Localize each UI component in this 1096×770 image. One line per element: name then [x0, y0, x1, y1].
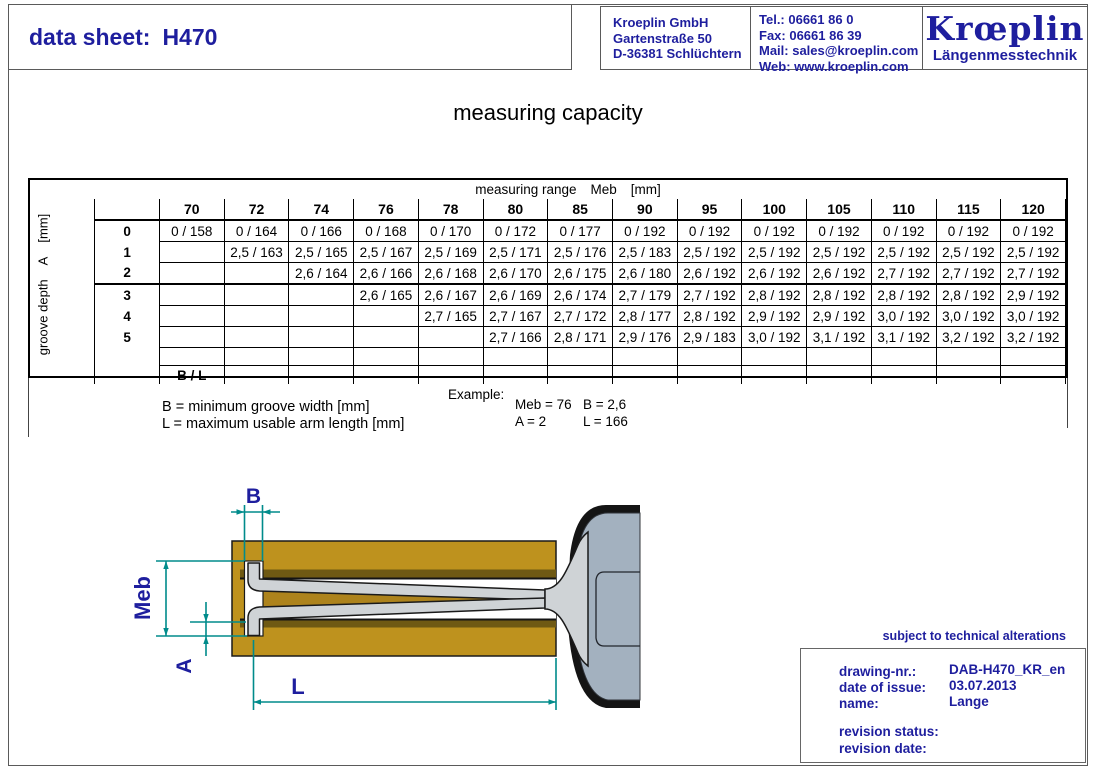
- table-cell: 2,6 / 168: [418, 263, 483, 285]
- table-cell: 2,5 / 192: [936, 242, 1001, 263]
- column-header: 78: [418, 199, 483, 220]
- column-header: 110: [871, 199, 936, 220]
- table-cell: [418, 327, 483, 348]
- axis-label-unit: [mm]: [35, 213, 51, 243]
- table-cell: 0 / 177: [548, 220, 613, 242]
- legend-line-l: L = maximum usable arm length [mm]: [162, 416, 405, 432]
- table-cell: [289, 327, 354, 348]
- table-cell: 2,6 / 169: [483, 284, 548, 306]
- page-title-model: H470: [162, 23, 218, 50]
- table-cell: 3,2 / 192: [1001, 327, 1066, 348]
- alterations-note: subject to technical alterations: [882, 629, 1066, 643]
- column-header: 76: [354, 199, 419, 220]
- table-cell: [159, 306, 224, 327]
- label-l: L: [291, 674, 305, 699]
- table-cell: 2,5 / 192: [1001, 242, 1066, 263]
- table-cell: 0 / 192: [677, 220, 742, 242]
- table-cell: [224, 284, 289, 306]
- table-cell: [289, 284, 354, 306]
- table-cell: 2,7 / 192: [871, 263, 936, 285]
- table-axis-label: [30, 205, 56, 375]
- table-cell: 0 / 170: [418, 220, 483, 242]
- table-cell: 0 / 172: [483, 220, 548, 242]
- table-cell: 2,5 / 192: [871, 242, 936, 263]
- table-cell: 2,6 / 175: [548, 263, 613, 285]
- legend: [162, 399, 404, 433]
- table-empty-row: [30, 348, 1066, 366]
- table-cell: [871, 366, 936, 385]
- table-cell: [742, 366, 807, 385]
- table-cell: 0 / 192: [742, 220, 807, 242]
- column-header: 115: [936, 199, 1001, 220]
- table-cell: [159, 348, 224, 366]
- table-cell: 2,6 / 165: [354, 284, 419, 306]
- column-header: 95: [677, 199, 742, 220]
- table-cell: 2,7 / 172: [548, 306, 613, 327]
- table-cell: 0 / 192: [871, 220, 936, 242]
- table-cell: [354, 327, 419, 348]
- table-row: [30, 327, 1066, 348]
- contact-mail: Mail: sales@kroeplin.com: [759, 43, 919, 58]
- table-cell: 2,5 / 169: [418, 242, 483, 263]
- table-cell: [871, 348, 936, 366]
- table-cell: 0 / 192: [807, 220, 872, 242]
- table-cell: [1001, 348, 1066, 366]
- table-cell: 2,9 / 192: [1001, 284, 1066, 306]
- table-cell: 2,8 / 192: [742, 284, 807, 306]
- table-cell: [289, 366, 354, 385]
- column-header: 72: [224, 199, 289, 220]
- table-cell: 2,7 / 192: [1001, 263, 1066, 285]
- table-row: [30, 306, 1066, 327]
- contact-cell: [751, 7, 923, 74]
- table-cell: 3,0 / 192: [1001, 306, 1066, 327]
- table-cell: 0 / 192: [612, 220, 677, 242]
- logo-tagline: Längenmesstechnik: [932, 46, 1078, 64]
- table-cell: 2,5 / 192: [677, 242, 742, 263]
- contact-web: Web: www.kroeplin.com: [759, 58, 909, 74]
- table-cell: 2,9 / 176: [612, 327, 677, 348]
- table-cell: 3,0 / 192: [871, 306, 936, 327]
- table-cell: 2,6 / 180: [612, 263, 677, 285]
- row-header: [95, 199, 160, 220]
- table-cell: 2,5 / 192: [807, 242, 872, 263]
- table-cell: [159, 263, 224, 285]
- range-header-text: measuring range: [475, 182, 577, 197]
- table-cell: 2,9 / 192: [742, 306, 807, 327]
- example-label: Example:: [448, 387, 505, 402]
- contact-fax: Fax: 06661 86 39: [759, 27, 862, 43]
- row-header: [95, 366, 160, 385]
- table-cell: 2,7 / 166: [483, 327, 548, 348]
- table-cell: 2,6 / 174: [548, 284, 613, 306]
- table-cell: [936, 348, 1001, 366]
- table-cell: [159, 242, 224, 263]
- table-cell: 3,2 / 192: [936, 327, 1001, 348]
- page-title-prefix: data sheet:: [29, 23, 151, 50]
- table-cell: 2,6 / 192: [742, 263, 807, 285]
- table-row: [30, 263, 1066, 285]
- row-header: 1: [95, 242, 160, 263]
- frame-extension-left: [28, 378, 29, 437]
- row-header: [95, 348, 160, 366]
- table-cell: 3,0 / 192: [936, 306, 1001, 327]
- contact-tel: Tel.: 06661 86 0: [759, 12, 854, 27]
- table-cell: [807, 366, 872, 385]
- capacity-table: [30, 199, 1066, 384]
- table-cell: [289, 348, 354, 366]
- table-cell: [224, 327, 289, 348]
- row-header: 0: [95, 220, 160, 242]
- table-cell: [742, 348, 807, 366]
- table-cell: 0 / 168: [354, 220, 419, 242]
- table-cell: 2,8 / 177: [612, 306, 677, 327]
- table-cell: 0 / 166: [289, 220, 354, 242]
- drawing-info-box: [800, 648, 1086, 763]
- legend-line-b: B = minimum groove width [mm]: [162, 399, 370, 415]
- info-label-name: name:: [839, 696, 879, 711]
- table-cell: [936, 366, 1001, 385]
- row-header: 2: [95, 263, 160, 285]
- table-cell: 0 / 192: [1001, 220, 1066, 242]
- axis-label-text: groove depth: [35, 279, 51, 356]
- column-header: 90: [612, 199, 677, 220]
- info-label-revision-status: revision status:: [839, 724, 939, 739]
- column-header: 85: [548, 199, 613, 220]
- table-row: [30, 220, 1066, 242]
- table-cell: [677, 366, 742, 385]
- table-cell: [224, 263, 289, 285]
- info-label-revision-date: revision date:: [839, 741, 927, 756]
- example-b: B = 2,6: [583, 397, 627, 412]
- label-meb: Meb: [130, 576, 155, 620]
- header-right-box: [600, 6, 1088, 74]
- table-cell: [224, 306, 289, 327]
- table-cell: [354, 366, 419, 385]
- example-a: A = 2: [515, 414, 547, 429]
- example-meb: Meb = 76: [515, 397, 572, 412]
- column-header: 80: [483, 199, 548, 220]
- range-header-symbol: Meb: [590, 182, 617, 197]
- range-header-unit: [mm]: [630, 182, 661, 197]
- column-header: 105: [807, 199, 872, 220]
- table-cell: [677, 348, 742, 366]
- company-city: D-36381 Schlüchtern: [613, 46, 742, 61]
- table-cell: 2,6 / 166: [354, 263, 419, 285]
- table-header-row: [30, 199, 1066, 220]
- table-cell: [483, 348, 548, 366]
- label-b: B: [245, 485, 262, 508]
- table-cell: [1001, 366, 1066, 385]
- header-title-cell: [8, 4, 572, 70]
- table-cell: 2,8 / 171: [548, 327, 613, 348]
- table-cell: 2,8 / 192: [677, 306, 742, 327]
- company-name: Kroeplin GmbH: [613, 15, 709, 30]
- column-header: 100: [742, 199, 807, 220]
- table-cell: 3,1 / 192: [807, 327, 872, 348]
- table-cell: 2,7 / 192: [677, 284, 742, 306]
- table-cell: 2,5 / 176: [548, 242, 613, 263]
- table-cell: [548, 366, 613, 385]
- table-cell: [483, 366, 548, 385]
- table-cell: 2,5 / 192: [742, 242, 807, 263]
- table-cell: [612, 348, 677, 366]
- frame-extension-right: [1067, 378, 1068, 428]
- table-cell: 2,9 / 183: [677, 327, 742, 348]
- table-cell: [224, 366, 289, 385]
- info-label-drawing-nr: drawing-nr.:: [839, 664, 917, 679]
- table-cell: 2,6 / 192: [807, 263, 872, 285]
- gauge-body: [545, 505, 640, 708]
- range-header: [30, 180, 1066, 199]
- row-header: 5: [95, 327, 160, 348]
- bl-footer-label: B / L: [159, 366, 224, 385]
- logo-cell: [923, 7, 1087, 69]
- info-value-date-of-issue: 03.07.2013: [949, 678, 1017, 693]
- table-footer-row: [30, 366, 1066, 385]
- company-street: Gartenstraße 50: [613, 30, 712, 46]
- info-label-date-of-issue: date of issue:: [839, 680, 927, 695]
- table-cell: [159, 327, 224, 348]
- info-value-name: Lange: [949, 694, 989, 709]
- table-cell: 2,5 / 163: [224, 242, 289, 263]
- row-header: 4: [95, 306, 160, 327]
- table-cell: 3,1 / 192: [871, 327, 936, 348]
- table-cell: [289, 306, 354, 327]
- table-cell: 2,9 / 192: [807, 306, 872, 327]
- table-cell: 2,5 / 165: [289, 242, 354, 263]
- table-cell: [159, 284, 224, 306]
- kroeplin-logo: Krœplin: [925, 8, 1085, 48]
- table-cell: [548, 348, 613, 366]
- table-cell: 0 / 192: [936, 220, 1001, 242]
- table-cell: 2,7 / 165: [418, 306, 483, 327]
- company-address-cell: [601, 7, 751, 69]
- section-title: measuring capacity: [453, 100, 643, 125]
- table-cell: [807, 348, 872, 366]
- table-cell: 2,8 / 192: [807, 284, 872, 306]
- table-cell: [418, 366, 483, 385]
- table-cell: 2,7 / 167: [483, 306, 548, 327]
- table-row: [30, 284, 1066, 306]
- table-cell: 2,5 / 167: [354, 242, 419, 263]
- column-header: 74: [289, 199, 354, 220]
- table-cell: 2,6 / 167: [418, 284, 483, 306]
- table-cell: [354, 306, 419, 327]
- table-cell: [418, 348, 483, 366]
- table-cell: 3,0 / 192: [742, 327, 807, 348]
- table-cell: 2,5 / 183: [612, 242, 677, 263]
- table-cell: 2,7 / 192: [936, 263, 1001, 285]
- table-cell: 0 / 158: [159, 220, 224, 242]
- table-cell: 2,6 / 170: [483, 263, 548, 285]
- measuring-diagram: [130, 480, 675, 725]
- table-cell: [354, 348, 419, 366]
- label-a: A: [173, 658, 196, 674]
- table-cell: 2,8 / 192: [936, 284, 1001, 306]
- table-cell: 2,6 / 164: [289, 263, 354, 285]
- column-header: 120: [1001, 199, 1066, 220]
- table-cell: 2,6 / 192: [677, 263, 742, 285]
- table-cell: 2,8 / 192: [871, 284, 936, 306]
- info-value-drawing-nr: DAB-H470_KR_en: [949, 662, 1066, 677]
- axis-label-symbol: A: [35, 256, 51, 266]
- table-cell: 2,7 / 179: [612, 284, 677, 306]
- table-cell: [612, 366, 677, 385]
- table-cell: 2,5 / 171: [483, 242, 548, 263]
- table-row: [30, 242, 1066, 263]
- example-l: L = 166: [583, 414, 628, 429]
- capacity-table-container: [28, 178, 1068, 383]
- column-header: 70: [159, 199, 224, 220]
- table-cell: 0 / 164: [224, 220, 289, 242]
- table-cell: [224, 348, 289, 366]
- row-header: 3: [95, 284, 160, 306]
